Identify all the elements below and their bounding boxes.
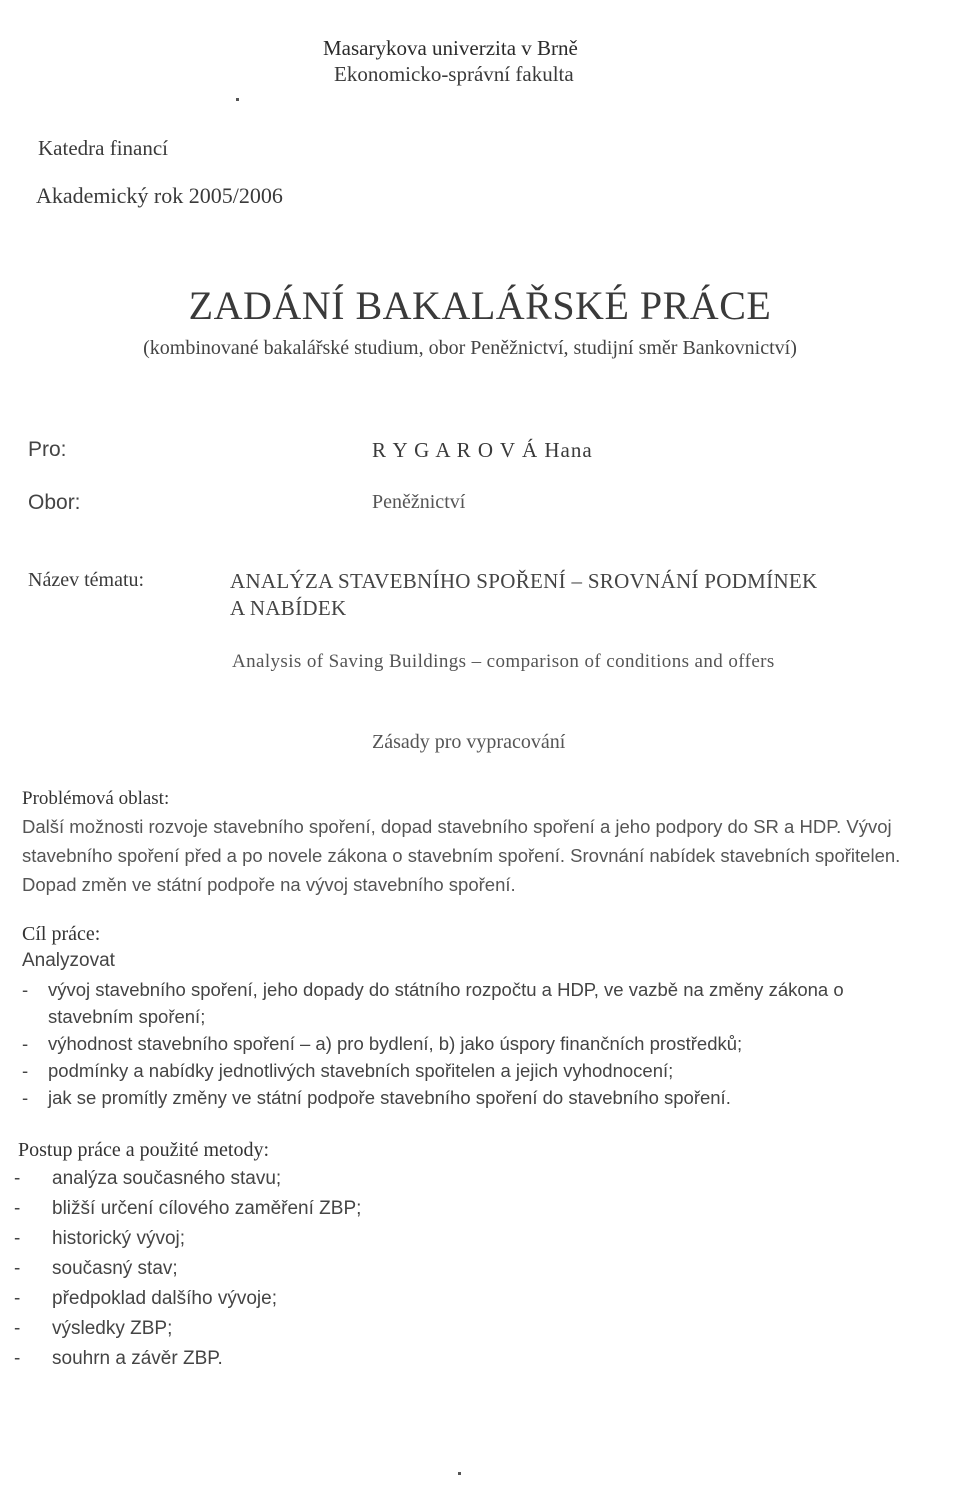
list-item: - historický vývoj; — [14, 1228, 186, 1249]
goal-heading: Cíl práce: — [22, 923, 101, 945]
faculty-name: Ekonomicko-správní fakulta — [334, 62, 574, 86]
student-name: R Y G A R O V Á Hana — [372, 438, 593, 462]
goal-list — [22, 976, 922, 1111]
list-item: - podmínky a nabídky jednotlivých stavebních spořitelen a jejich vyhodnocení; — [22, 1060, 674, 1081]
topic-title-line1: ANALÝZA STAVEBNÍHO SPOŘENÍ – SROVNÁNÍ PODMÍNEK — [230, 569, 818, 593]
list-item: - výsledky ZBP; — [14, 1318, 173, 1339]
topic-title-line2: A NABÍDEK — [230, 596, 347, 620]
academic-year: Akademický rok 2005/2006 — [36, 183, 283, 208]
methods-list — [14, 1164, 361, 1374]
list-item: - současný stav; — [14, 1258, 178, 1279]
document-subtitle: (kombinované bakalářské studium, obor Peněžnictví, studijní směr Bankovnictví) — [143, 337, 797, 359]
topic-title-english: Analysis of Saving Buildings – comparison of conditions and offers — [232, 651, 775, 672]
document-title: ZADÁNÍ BAKALÁŘSKÉ PRÁCE — [188, 283, 772, 328]
topic-label: Název tématu: — [28, 569, 145, 591]
methods-heading: Postup práce a použité metody: — [18, 1139, 270, 1161]
problem-area-heading: Problémová oblast: — [22, 788, 170, 809]
list-item: - jak se promítly změny ve státní podpoře stavebního spoření do stavebního spoření. — [22, 1087, 731, 1108]
pro-label: Pro: — [28, 438, 67, 461]
problem-area-text: Další možnosti rozvoje stavebního spoření, dopad stavebního spoření a jeho podpory do SR a HDP. Vývoj stavebního spoření před a po novele zákona o stavebním spoření. Srovnání nabídek stavebních spořitelen. Dopad změn ve státní podpoře na vývoj stavebního spoření. — [22, 816, 901, 895]
list-item: - výhodnost stavebního spoření – a) pro bydlení, b) jako úspory finančních prostředků; — [22, 1033, 743, 1054]
university-name: Masarykova univerzita v Brně — [323, 36, 578, 60]
list-item: - bližší určení cílového zaměření ZBP; — [14, 1198, 362, 1219]
guidelines-heading: Zásady pro vypracování — [372, 731, 566, 753]
list-item: - souhrn a závěr ZBP. — [14, 1348, 223, 1369]
scan-speck — [458, 1472, 461, 1475]
scan-speck — [236, 98, 239, 101]
field-of-study: Peněžnictví — [372, 491, 466, 513]
department-name: Katedra financí — [38, 136, 169, 160]
list-item: - analýza současného stavu; — [14, 1168, 282, 1189]
list-item: - předpoklad dalšího vývoje; — [14, 1288, 277, 1309]
obor-label: Obor: — [28, 491, 81, 514]
list-item: - vývoj stavebního spoření, jeho dopady do státního rozpočtu a HDP, ve vazbě na změny zákona o stavebním spoření; — [22, 979, 844, 1027]
goal-intro: Analyzovat — [22, 950, 115, 971]
